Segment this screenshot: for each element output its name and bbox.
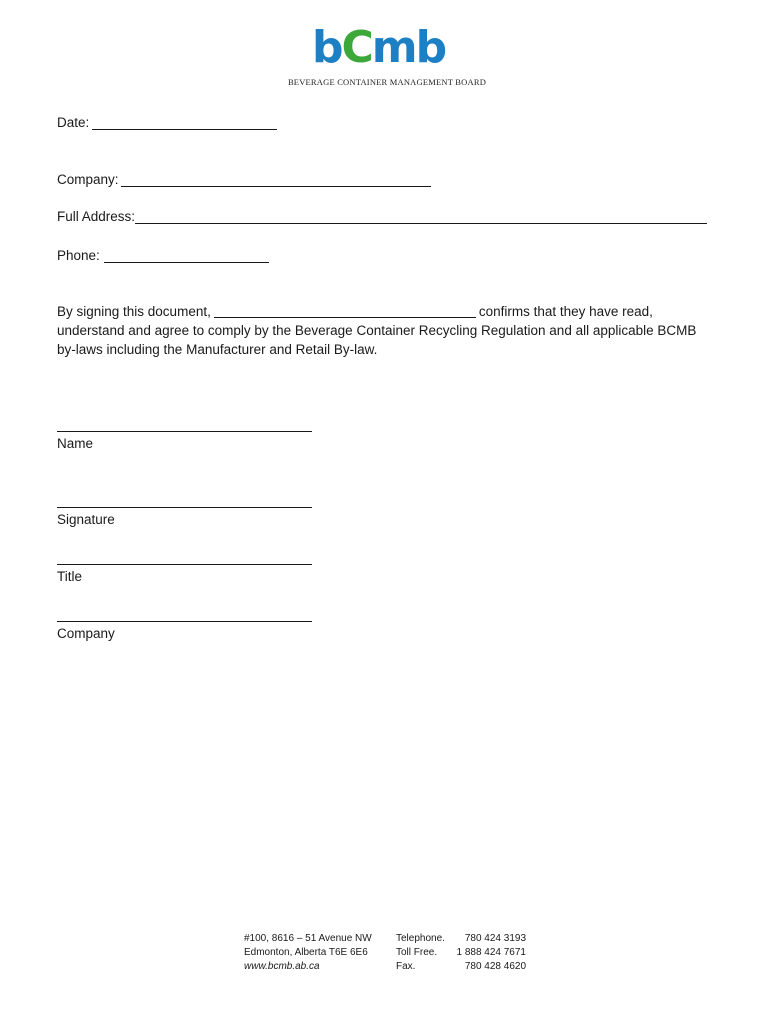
- recycle-arrow-icon: C: [341, 22, 372, 73]
- org-name: BEVERAGE CONTAINER MANAGEMENT BOARD: [287, 77, 487, 87]
- agreement-text: By signing this document, confirms that they have read, understand and agree to comply by the Beverage Container Recycling Regulation and all applicable BCMB by-laws including the Manufacturer and Retail By-law.: [57, 304, 697, 357]
- name-field[interactable]: [57, 431, 312, 432]
- company-label: Company:: [57, 172, 119, 187]
- date-label: Date:: [57, 115, 90, 130]
- title-label: Title: [57, 569, 83, 584]
- footer-contact-values: 780 424 3193 1 888 424 7671 780 428 4620: [456, 933, 526, 972]
- signature-field[interactable]: [57, 507, 312, 508]
- phone-label: Phone:: [57, 248, 100, 263]
- website-link[interactable]: www.bcmb.ab.ca: [244, 961, 320, 972]
- footer-address: #100, 8616 – 51 Avenue NW Edmonton, Alberta T6E 6E6 www.bcmb.ab.ca: [244, 933, 372, 972]
- footer-contact-labels: Telephone. Toll Free. Fax.: [396, 933, 445, 972]
- address-label: Full Address:: [57, 209, 136, 224]
- company-field[interactable]: [121, 186, 431, 187]
- company-sign-label: Company: [57, 626, 115, 641]
- bcmb-logo: bCmb: [312, 22, 446, 73]
- name-label: Name: [57, 436, 94, 451]
- signature-label: Signature: [57, 512, 115, 527]
- date-field[interactable]: [92, 129, 277, 130]
- address-field[interactable]: [135, 223, 707, 224]
- company-name-field[interactable]: [214, 304, 476, 318]
- phone-field[interactable]: [104, 262, 269, 263]
- title-field[interactable]: [57, 564, 312, 565]
- company-sign-field[interactable]: [57, 621, 312, 622]
